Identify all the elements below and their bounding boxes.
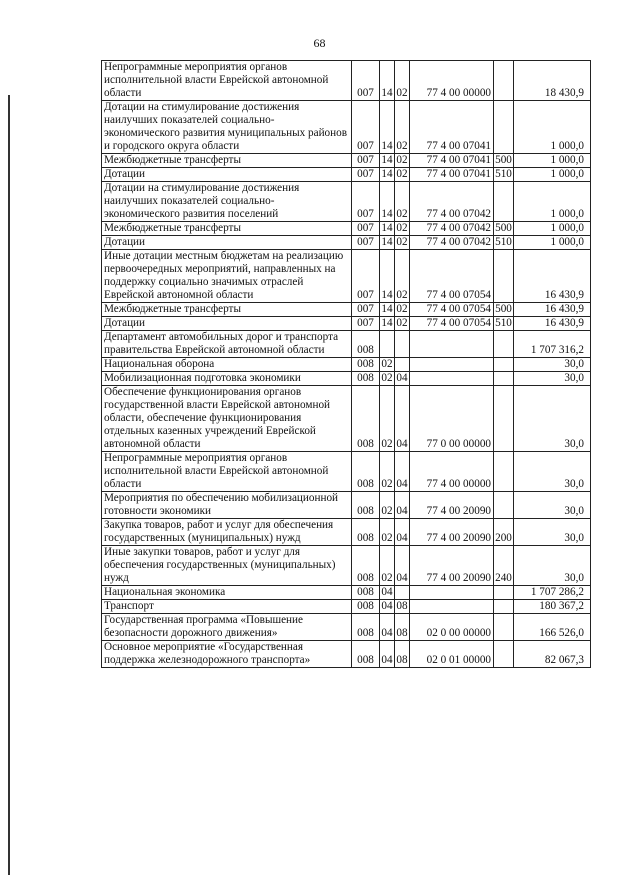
- table-row: [102, 182, 591, 222]
- expense-name-cell: Мероприятия по обеспечению мобилизационной готовности экономики: [102, 492, 352, 519]
- subsection-code-cell: 04: [395, 386, 410, 452]
- expense-type-cell: [494, 372, 514, 386]
- amount-cell: 1 000,0: [514, 168, 591, 182]
- department-code-cell: 007: [352, 61, 380, 101]
- department-code-cell: 008: [352, 614, 380, 641]
- expense-type-cell: [494, 250, 514, 303]
- department-code-cell: 007: [352, 236, 380, 250]
- section-code-cell: 04: [380, 614, 395, 641]
- department-code-cell: 008: [352, 546, 380, 586]
- expense-type-cell: [494, 600, 514, 614]
- expense-name-cell: Мобилизационная подготовка экономики: [102, 372, 352, 386]
- table-row: [102, 600, 591, 614]
- section-code-cell: 14: [380, 101, 395, 154]
- table-row: [102, 250, 591, 303]
- target-article-cell: 77 4 00 07054: [410, 250, 494, 303]
- department-code-cell: 007: [352, 317, 380, 331]
- expense-type-cell: 500: [495, 303, 512, 315]
- section-code-cell: 04: [381, 586, 393, 598]
- table-row: [102, 546, 591, 586]
- amount-cell: 1 000,0: [514, 154, 591, 168]
- table-row: [102, 331, 591, 358]
- section-code-cell: 02: [380, 519, 395, 546]
- target-article-cell: [410, 600, 494, 614]
- expense-name-cell: Закупка товаров, работ и услуг для обеспечения государственных (муниципальных) нужд: [102, 519, 352, 546]
- department-code-cell: 008: [352, 331, 380, 358]
- table-row: [102, 641, 591, 668]
- target-article-cell: 77 0 00 00000: [410, 386, 494, 452]
- department-code-cell: 008: [352, 492, 380, 519]
- table-row: [102, 222, 591, 236]
- target-article-cell: 77 4 00 07042: [410, 182, 494, 222]
- section-code-cell: 14: [381, 303, 393, 315]
- department-code-cell: 007: [352, 168, 380, 182]
- section-code-cell: [380, 331, 395, 358]
- section-code-cell: 02: [381, 358, 393, 370]
- subsection-code-cell: [395, 586, 410, 600]
- expense-name-cell: Дотации: [102, 317, 352, 331]
- department-code-cell: 007: [352, 222, 380, 236]
- subsection-code-cell: 02: [396, 154, 408, 166]
- target-article-cell: 77 4 00 20090: [410, 546, 494, 586]
- expense-name-cell: Дотации: [102, 236, 352, 250]
- amount-cell: 30,0: [514, 492, 591, 519]
- table-row: [102, 303, 591, 317]
- subsection-code-cell: 02: [395, 250, 410, 303]
- expense-type-cell: [494, 586, 514, 600]
- section-code-cell: 02: [381, 372, 393, 384]
- section-code-cell: 14: [381, 154, 393, 166]
- left-margin-rule: [8, 95, 10, 875]
- department-code-cell: 008: [352, 600, 380, 614]
- department-code-cell: 008: [352, 452, 380, 492]
- expense-type-cell: 500: [495, 154, 512, 166]
- amount-cell: 30,0: [514, 546, 591, 586]
- amount-cell: 30,0: [514, 372, 591, 386]
- expense-name-cell: Департамент автомобильных дорог и транспорта правительства Еврейской автономной области: [102, 331, 352, 358]
- subsection-code-cell: 02: [396, 168, 408, 180]
- budget-table: [101, 60, 591, 668]
- expense-name-cell: Национальная экономика: [102, 586, 352, 600]
- section-code-cell: 04: [380, 641, 395, 668]
- section-code-cell: 02: [380, 546, 395, 586]
- expense-name-cell: Национальная оборона: [102, 358, 352, 372]
- target-article-cell: 77 4 00 07042: [410, 222, 494, 236]
- target-article-cell: 77 4 00 07054: [410, 317, 494, 331]
- department-code-cell: 008: [352, 386, 380, 452]
- department-code-cell: 008: [352, 641, 380, 668]
- budget-table-body: [102, 61, 591, 668]
- section-code-cell: 02: [380, 492, 395, 519]
- subsection-code-cell: 02: [395, 101, 410, 154]
- expense-type-cell: [494, 492, 514, 519]
- expense-type-cell: [494, 61, 514, 101]
- expense-name-cell: Непрограммные мероприятия органов исполнительной власти Еврейской автономной области: [102, 452, 352, 492]
- amount-cell: 16 430,9: [514, 250, 591, 303]
- target-article-cell: [410, 331, 494, 358]
- expense-type-cell: [494, 101, 514, 154]
- expense-name-cell: Дотации на стимулирование достижения наилучших показателей социально-экономического развития муниципальных районов и городского округа области: [102, 101, 352, 154]
- target-article-cell: [410, 358, 494, 372]
- expense-name-cell: Иные дотации местным бюджетам на реализацию первоочередных мероприятий, направленных на поддержку социально значимых отраслей Еврейской автономной области: [102, 250, 352, 303]
- target-article-cell: 77 4 00 07041: [410, 101, 494, 154]
- expense-name-cell: Непрограммные мероприятия органов исполнительной власти Еврейской автономной области: [102, 61, 352, 101]
- table-row: [102, 492, 591, 519]
- expense-type-cell: [494, 331, 514, 358]
- expense-type-cell: 510: [495, 168, 512, 180]
- table-row: [102, 154, 591, 168]
- department-code-cell: 008: [352, 372, 380, 386]
- expense-name-cell: Межбюджетные трансферты: [102, 303, 352, 317]
- expense-name-cell: Межбюджетные трансферты: [102, 222, 352, 236]
- expense-name-cell: Дотации на стимулирование достижения наилучших показателей социально-экономического развития поселений: [102, 182, 352, 222]
- subsection-code-cell: 08: [396, 600, 408, 612]
- department-code-cell: 008: [352, 358, 380, 372]
- expense-name-cell: Дотации: [102, 168, 352, 182]
- amount-cell: 1 000,0: [514, 236, 591, 250]
- target-article-cell: 77 4 00 07054: [410, 303, 494, 317]
- table-row: [102, 317, 591, 331]
- expense-name-cell: Иные закупки товаров, работ и услуг для обеспечения государственных (муниципальных) нужд: [102, 546, 352, 586]
- table-row: [102, 101, 591, 154]
- amount-cell: 30,0: [514, 358, 591, 372]
- amount-cell: 30,0: [514, 519, 591, 546]
- amount-cell: 16 430,9: [514, 317, 591, 331]
- target-article-cell: 02 0 01 00000: [410, 641, 494, 668]
- amount-cell: 18 430,9: [514, 61, 591, 101]
- target-article-cell: 77 4 00 07041: [410, 168, 494, 182]
- page-number: 68: [313, 36, 326, 50]
- expense-type-cell: [494, 641, 514, 668]
- department-code-cell: 008: [352, 586, 380, 600]
- amount-cell: 30,0: [514, 452, 591, 492]
- expense-name-cell: Государственная программа «Повышение безопасности дорожного движения»: [102, 614, 352, 641]
- subsection-code-cell: 08: [395, 614, 410, 641]
- department-code-cell: 007: [352, 182, 380, 222]
- subsection-code-cell: 02: [396, 236, 408, 248]
- subsection-code-cell: 04: [395, 519, 410, 546]
- target-article-cell: 77 4 00 20090: [410, 492, 494, 519]
- subsection-code-cell: [395, 358, 410, 372]
- section-code-cell: 14: [381, 236, 393, 248]
- section-code-cell: 02: [380, 386, 395, 452]
- department-code-cell: 007: [352, 303, 380, 317]
- amount-cell: 1 000,0: [514, 101, 591, 154]
- expense-type-cell: [494, 182, 514, 222]
- expense-type-cell: 510: [495, 236, 512, 248]
- table-row: [102, 452, 591, 492]
- department-code-cell: 007: [352, 154, 380, 168]
- expense-name-cell: Основное мероприятие «Государственная поддержка железнодорожного транспорта»: [102, 641, 352, 668]
- section-code-cell: 04: [381, 600, 393, 612]
- table-row: [102, 519, 591, 546]
- expense-name-cell: Обеспечение функционирования органов государственной власти Еврейской автономной области, обеспечение функционирования отдельных казенных учреждений Еврейской автономной области: [102, 386, 352, 452]
- amount-cell: 16 430,9: [514, 303, 591, 317]
- amount-cell: 1 000,0: [514, 222, 591, 236]
- expense-name-cell: Межбюджетные трансферты: [102, 154, 352, 168]
- subsection-code-cell: 04: [396, 372, 408, 384]
- section-code-cell: 14: [380, 250, 395, 303]
- section-code-cell: 14: [380, 182, 395, 222]
- amount-cell: 1 707 316,2: [514, 331, 591, 358]
- subsection-code-cell: 04: [395, 452, 410, 492]
- subsection-code-cell: 02: [396, 222, 408, 234]
- subsection-code-cell: 02: [396, 317, 408, 329]
- expense-type-cell: [494, 452, 514, 492]
- subsection-code-cell: 04: [395, 546, 410, 586]
- table-row: [102, 61, 591, 101]
- table-row: [102, 586, 591, 600]
- table-row: [102, 236, 591, 250]
- department-code-cell: 007: [352, 101, 380, 154]
- subsection-code-cell: 02: [396, 303, 408, 315]
- subsection-code-cell: [395, 331, 410, 358]
- table-row: [102, 386, 591, 452]
- subsection-code-cell: 02: [395, 182, 410, 222]
- target-article-cell: 77 4 00 07041: [410, 154, 494, 168]
- target-article-cell: [410, 586, 494, 600]
- expense-type-cell: [494, 386, 514, 452]
- target-article-cell: 77 4 00 00000: [410, 452, 494, 492]
- subsection-code-cell: 04: [395, 492, 410, 519]
- amount-cell: 1 000,0: [514, 182, 591, 222]
- target-article-cell: 77 4 00 20090: [410, 519, 494, 546]
- table-row: [102, 358, 591, 372]
- expense-type-cell: 510: [495, 317, 512, 329]
- target-article-cell: 77 4 00 00000: [410, 61, 494, 101]
- expense-type-cell: 500: [495, 222, 512, 234]
- section-code-cell: 14: [381, 168, 393, 180]
- subsection-code-cell: 08: [395, 641, 410, 668]
- section-code-cell: 14: [381, 317, 393, 329]
- target-article-cell: 77 4 00 07042: [410, 236, 494, 250]
- department-code-cell: 007: [352, 250, 380, 303]
- department-code-cell: 008: [352, 519, 380, 546]
- amount-cell: 82 067,3: [514, 641, 591, 668]
- subsection-code-cell: 02: [395, 61, 410, 101]
- section-code-cell: 14: [381, 222, 393, 234]
- table-row: [102, 168, 591, 182]
- amount-cell: 180 367,2: [514, 600, 591, 614]
- expense-type-cell: 200: [494, 519, 514, 546]
- expense-type-cell: 240: [494, 546, 514, 586]
- expense-type-cell: [494, 614, 514, 641]
- amount-cell: 1 707 286,2: [514, 586, 591, 600]
- table-row: [102, 614, 591, 641]
- amount-cell: 166 526,0: [514, 614, 591, 641]
- target-article-cell: 02 0 00 00000: [410, 614, 494, 641]
- target-article-cell: [410, 372, 494, 386]
- amount-cell: 30,0: [514, 386, 591, 452]
- expense-name-cell: Транспорт: [102, 600, 352, 614]
- expense-type-cell: [494, 358, 514, 372]
- section-code-cell: 14: [380, 61, 395, 101]
- table-row: [102, 372, 591, 386]
- section-code-cell: 02: [380, 452, 395, 492]
